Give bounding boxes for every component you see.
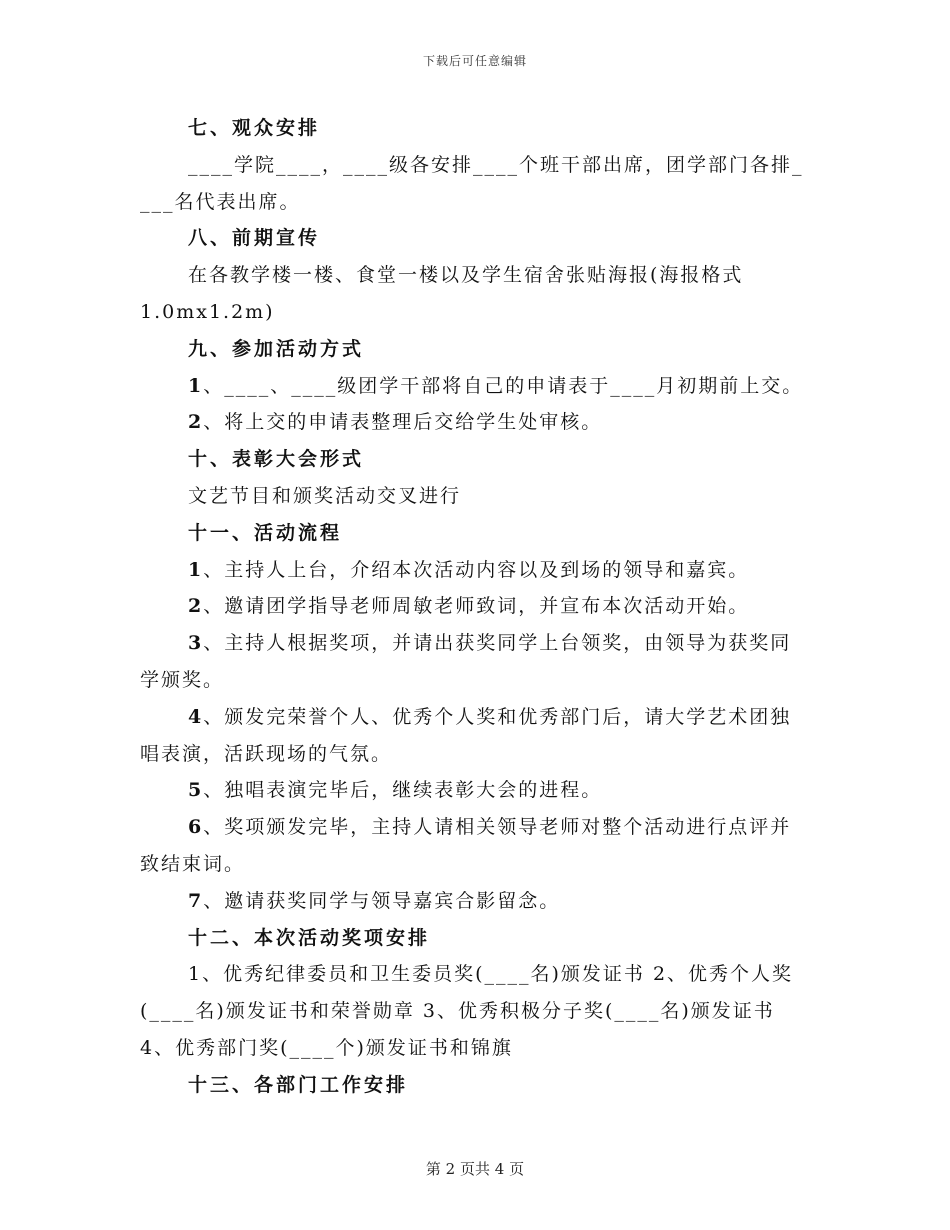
list-item	[140, 588, 812, 625]
page-footer: 第 2 页共 4 页	[425, 1160, 525, 1178]
section-heading: 九、参加活动方式	[188, 337, 365, 360]
list-item-number: 3	[188, 632, 204, 655]
section-heading: 十一、活动流程	[188, 521, 343, 544]
list-item-number: 7	[188, 889, 204, 912]
list-item-text: 、将上交的申请表整理后交给学生处审核。	[203, 411, 603, 434]
list-item	[140, 404, 812, 441]
list-item-number: 1	[188, 558, 204, 581]
section-heading: 十二、本次活动奖项安排	[188, 926, 431, 949]
paragraph-line: 致结束词。	[140, 852, 246, 875]
paragraph-line: 唱表演，活跃现场的气氛。	[140, 742, 393, 765]
list-item-number: 4	[188, 705, 204, 728]
paragraph-line: 1、优秀纪律委员和卫生委员奖(____名)颁发证书 2、优秀个人奖	[188, 963, 794, 986]
list-item-text: 、邀请获奖同学与领导嘉宾合影留念。	[203, 889, 561, 912]
list-item-number: 6	[188, 816, 204, 839]
list-item	[140, 699, 812, 736]
list-item-text: 、邀请团学指导老师周敏老师致词，并宣布本次活动开始。	[203, 595, 750, 618]
list-item	[140, 368, 812, 405]
paragraph-line: 在各教学楼一楼、食堂一楼以及学生宿舍张贴海报(海报格式	[188, 264, 744, 287]
list-item-text: 、独唱表演完毕后，继续表彰大会的进程。	[203, 779, 603, 802]
list-item-number: 5	[188, 779, 204, 802]
paragraph-line: 文艺节目和颁奖活动交叉进行	[188, 484, 462, 507]
paragraph-line: 学颁奖。	[140, 668, 225, 691]
document-body	[140, 110, 812, 1104]
list-item	[140, 809, 812, 846]
section-heading: 十、表彰大会形式	[188, 448, 365, 471]
list-item-text: 、____、____级团学干部将自己的申请表于____月初期前上交。	[203, 374, 804, 397]
paragraph-line: 4、优秀部门奖(____个)颁发证书和锦旗	[140, 1036, 513, 1059]
list-item-text: 、奖项颁发完毕，主持人请相关领导老师对整个活动进行点评并	[203, 816, 792, 839]
section-heading: 七、观众安排	[188, 117, 321, 139]
list-item	[140, 552, 812, 589]
page-header: 下载后可任意编辑	[422, 54, 527, 68]
section-heading: 十三、各部门工作安排	[188, 1073, 409, 1096]
list-item	[140, 625, 812, 662]
section-heading: 八、前期宣传	[188, 227, 321, 250]
paragraph-line: (____名)颁发证书和荣誉勋章 3、优秀积极分子奖(____名)颁发证书	[140, 1000, 775, 1023]
list-item-number: 2	[188, 595, 204, 618]
paragraph-line: 1.0mx1.2m)	[140, 300, 275, 323]
list-item	[140, 772, 812, 809]
paragraph-line: ____学院____，____级各安排____个班干部出席，团学部门各排_	[188, 153, 804, 176]
list-item-text: 、颁发完荣誉个人、优秀个人奖和优秀部门后，请大学艺术团独	[203, 705, 792, 728]
list-item-number: 2	[188, 411, 204, 434]
list-item-text: 、主持人上台，介绍本次活动内容以及到场的领导和嘉宾。	[203, 558, 750, 581]
list-item	[140, 883, 812, 920]
paragraph-line: ___名代表出席。	[140, 190, 301, 213]
list-item-text: 、主持人根据奖项，并请出获奖同学上台领奖，由领导为获奖同	[203, 632, 792, 655]
list-item-number: 1	[188, 374, 204, 397]
